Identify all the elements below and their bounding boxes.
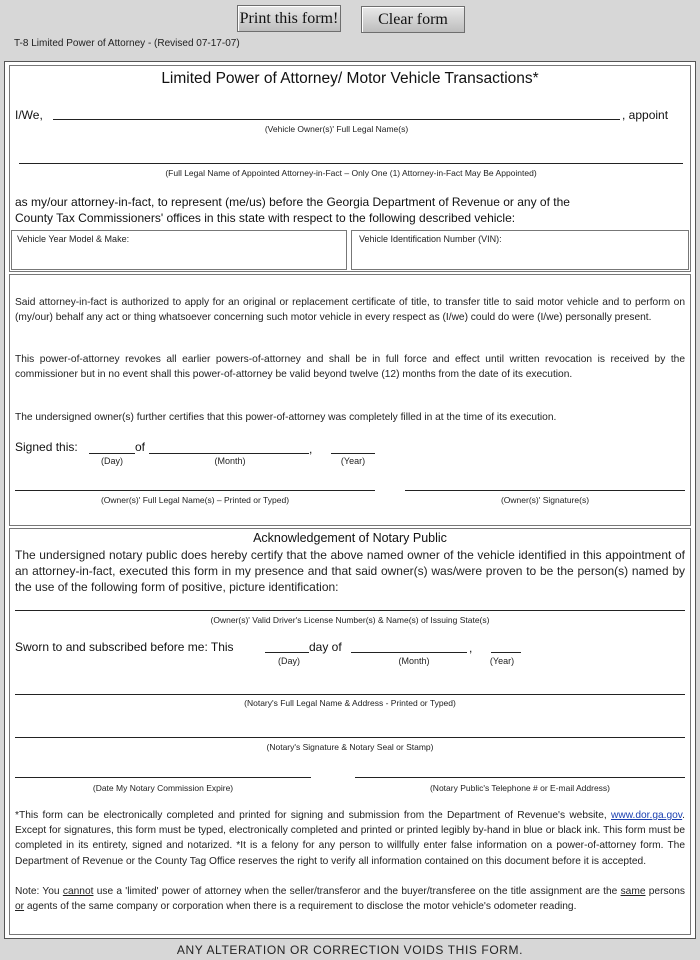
notary-signature-caption: (Notary's Signature & Notary Seal or Stamp): [266, 742, 434, 752]
notary-heading: Acknowledgement of Notary Public: [253, 531, 447, 545]
notary-signature-field[interactable]: [15, 737, 685, 738]
notary-name-caption: (Notary's Full Legal Name & Address - Printed or Typed): [244, 698, 456, 708]
purpose-line-2: County Tax Commissioners' offices in this state with respect to the following described vehicle:: [15, 211, 516, 225]
license-field[interactable]: [15, 610, 685, 611]
day-of-label: day of: [309, 640, 342, 654]
telephone-caption: (Notary Public's Telephone # or E-mail Address): [429, 783, 611, 793]
form-title: Limited Power of Attorney/ Motor Vehicle Transactions*: [161, 70, 539, 87]
note-text-3: persons: [645, 886, 685, 897]
appoint-label: , appoint: [622, 108, 669, 122]
vin-field[interactable]: [351, 230, 689, 270]
signed-this-label: Signed this:: [15, 440, 78, 454]
sworn-year-field[interactable]: [491, 652, 521, 653]
notary-contact-field[interactable]: [355, 777, 685, 778]
note-cannot: cannot: [62, 886, 94, 897]
note-text-1: Note: You: [15, 886, 63, 897]
iwe-label: I/We,: [15, 108, 43, 122]
owner-printed-name-field[interactable]: [15, 490, 375, 491]
owner-signature-caption: (Owner(s)' Signature(s): [500, 495, 590, 505]
dor-website-link[interactable]: www.dor.ga.gov: [610, 810, 683, 821]
instructions-text-1: *This form can be electronically completed and printed for signing and submission from the Department of Revenue's website,: [15, 810, 611, 821]
certification-paragraph: The undersigned owner(s) further certifies that this power-of-attorney was completely filled in at the time of its execution.: [15, 412, 557, 423]
sworn-month-field[interactable]: [351, 652, 467, 653]
year-caption: (Year): [340, 456, 366, 466]
month-caption: (Month): [214, 456, 246, 466]
form-id: T-8 Limited Power of Attorney - (Revised 07-17-07): [14, 38, 240, 49]
note-text-4: agents of the same company or corporation when there is a requirement to disclose the motor vehicle's odometer reading.: [24, 901, 577, 912]
day-caption: (Day): [101, 456, 123, 466]
sworn-day-field[interactable]: [265, 652, 309, 653]
comma-separator: ,: [309, 442, 313, 456]
signed-year-field[interactable]: [331, 453, 375, 454]
vehicle-make-label: Vehicle Year Model & Make:: [17, 234, 130, 244]
owner-name-caption: (Vehicle Owner(s)' Full Legal Name(s): [264, 124, 409, 134]
commission-date-field[interactable]: [15, 777, 311, 778]
signed-month-field[interactable]: [149, 453, 309, 454]
form-sheet: [4, 61, 696, 939]
note-same: same: [620, 886, 646, 897]
attorney-name-field[interactable]: [19, 163, 683, 164]
note-text-2: use a 'limited' power of attorney when the seller/transferor and the buyer/transferee on the title assignment are the: [93, 886, 621, 897]
note-paragraph: [15, 884, 685, 914]
sworn-label: Sworn to and subscribed before me: This: [15, 640, 234, 654]
purpose-line-1: as my/our attorney-in-fact, to represent (me/us) before the Georgia Department of Revenue or any of the: [15, 195, 570, 209]
owner-printed-caption: (Owner(s)' Full Legal Name(s) – Printed or Typed): [100, 495, 290, 505]
note-or: or: [15, 901, 25, 912]
license-caption: (Owner(s)' Valid Driver's License Number(s) & Name(s) of Issuing State(s): [210, 615, 490, 625]
sworn-day-caption: (Day): [278, 656, 300, 666]
owner-name-field[interactable]: [53, 119, 620, 120]
vin-label: Vehicle Identification Number (VIN):: [359, 234, 502, 244]
instructions-paragraph: [15, 808, 685, 869]
sworn-comma: ,: [469, 641, 473, 655]
instructions-text-2: . Except for signatures, this form must be typed, electronically completed and printed or printed legibly by-hand in blue or black ink. This form must be completed in its entirety, signed and notarized. *It is a felony for any person to willfully enter false information on a power-of-attorney form. The Department of Revenue or the County Tag Office reserves the right to verify all information contained on this document before it is accepted.: [15, 810, 685, 867]
void-warning-footer: ANY ALTERATION OR CORRECTION VOIDS THIS FORM.: [176, 943, 524, 957]
notary-name-field[interactable]: [15, 694, 685, 695]
sworn-year-caption: (Year): [489, 656, 515, 666]
signed-day-field[interactable]: [89, 453, 135, 454]
owner-signature-field[interactable]: [405, 490, 685, 491]
clear-form-button[interactable]: Clear form: [361, 6, 465, 33]
authorization-paragraph: Said attorney-in-fact is authorized to apply for an original or replacement certificate of title, to transfer title to said motor vehicle and to perform on (my/our) behalf any act or thing whatsoever concerning such motor vehicle in every respect as (I/we) could do were (I/we) personally present.: [15, 297, 685, 323]
sworn-month-caption: (Month): [398, 656, 430, 666]
revocation-paragraph: This power-of-attorney revokes all earlier powers-of-attorney and shall be in full force and effect until written revocation is received by the commissioner but in no event shall this power-of-attorney be valid beyond twelve (12) months from the date of its execution.: [15, 354, 685, 380]
vehicle-make-field[interactable]: [11, 230, 347, 270]
attorney-name-caption: (Full Legal Name of Appointed Attorney-in-Fact – Only One (1) Attorney-in-Fact May Be Appointed): [165, 168, 537, 178]
of-label: of: [135, 440, 146, 454]
print-form-button[interactable]: Print this form!: [237, 5, 341, 32]
commission-caption: (Date My Notary Commission Expire): [92, 783, 234, 793]
notary-paragraph: The undersigned notary public does hereby certify that the above named owner of the vehicle identified in this appointment of an attorney-in-fact, executed this form in my presence and that said owner(s) was/were proven to be the person(s) named by the use of the following form of positive, picture identification:: [15, 548, 685, 594]
